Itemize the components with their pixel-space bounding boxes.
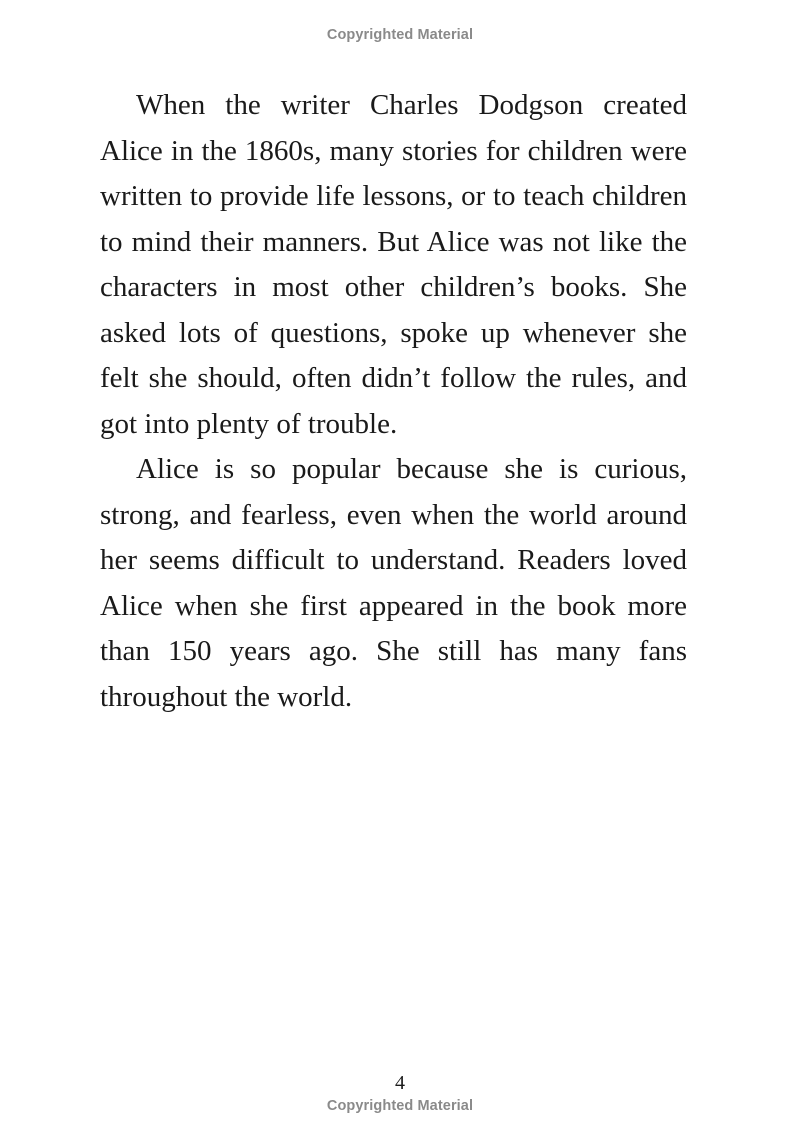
- copyright-watermark-bottom: Copyrighted Material: [326, 1098, 474, 1114]
- paragraph-2: Alice is so popular because she is curious, strong, and fearless, even when the world around her seems difficult to understand. Readers loved Alice when she first appeared in the book more than 150 years ago. She still has many fans throughout the world.: [100, 453, 687, 713]
- copyright-watermark-top: Copyrighted Material: [326, 27, 474, 43]
- page-body: [100, 83, 687, 720]
- paragraph-1: When the writer Charles Dodgson created Alice in the 1860s, many stories for children were written to provide life lessons, or to teach children to mind their manners. But Alice was not like the characters in most other children’s books. She asked lots of questions, spoke up whenever she felt she should, often didn’t follow the rules, and got into plenty of trouble.: [100, 89, 687, 440]
- page-number: 4: [395, 1072, 405, 1094]
